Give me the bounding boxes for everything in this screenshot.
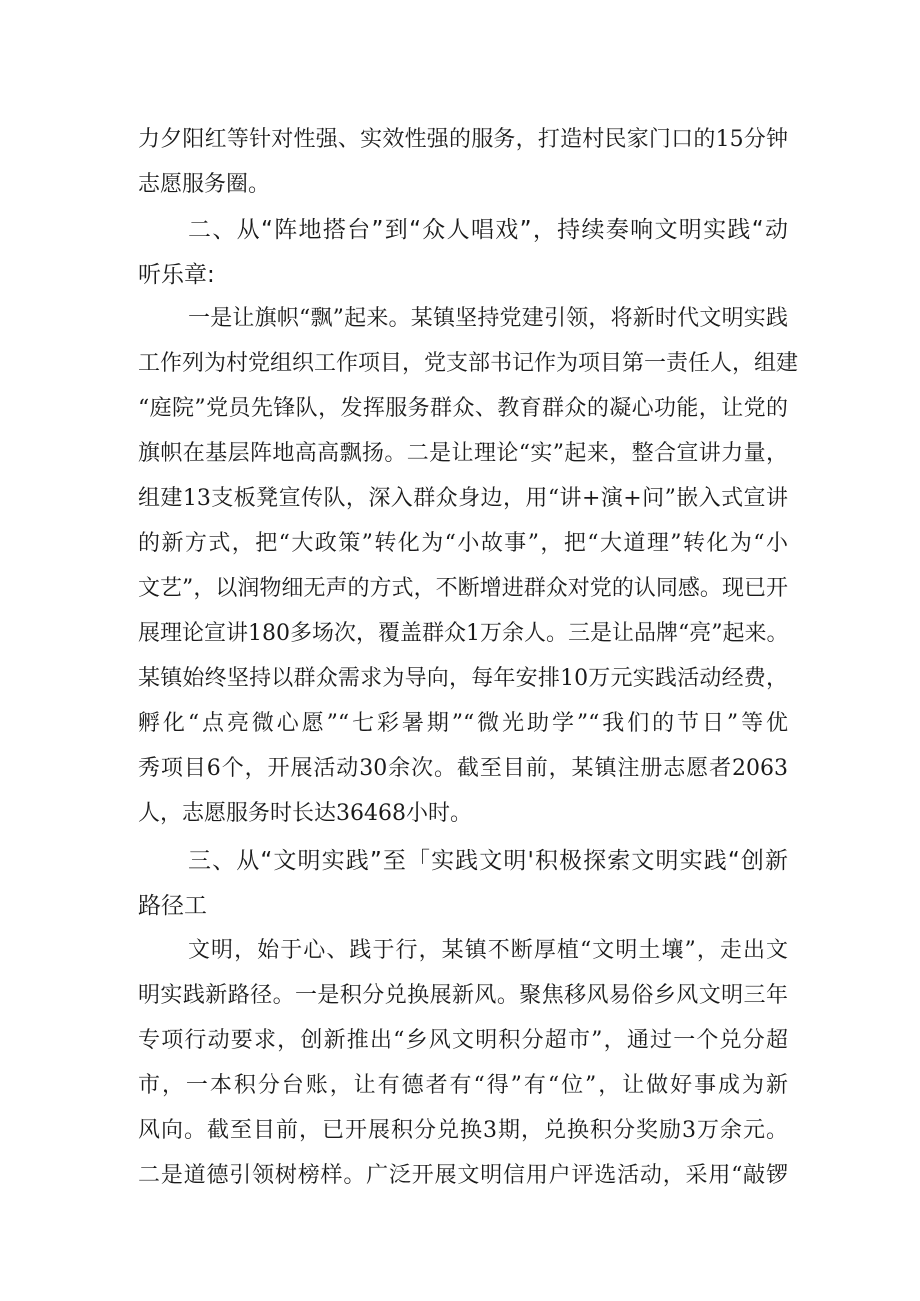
body-line: 组建13支板凳宣传队，深入群众身边，用“讲+演+问”嵌入式宣讲: [138, 486, 788, 511]
body-line: 力夕阳红等针对性强、实效性强的服务，打造村民家门口的15分钟: [138, 127, 788, 152]
body-line: 的新方式，把“大政策”转化为“小故事”，把“大道理”转化为“小: [138, 531, 788, 556]
body-line: 人，志愿服务时长达36468小时。: [138, 801, 472, 826]
body-line: 孵化“点亮微心愿”“七彩暑期”“微光助学”“我们的节日”等优: [138, 711, 788, 736]
body-line: 展理论宣讲180多场次，覆盖群众1万余人。三是让品牌“亮”起来。: [138, 621, 789, 646]
section-heading-3-cont: 路径工: [138, 893, 207, 919]
body-line: “庭院”党员先锋队，发挥服务群众、教育群众的凝心功能，让党的: [138, 396, 788, 421]
section-heading-3: 三、从“文明实践”至「实践文明'积极探索文明实践“创新: [188, 848, 788, 874]
body-line: 二是道德引领树榜样。广泛开展文明信用户评选活动，采用“敲锣: [138, 1163, 788, 1188]
body-line: 专项行动要求，创新推出“乡风文明积分超市”，通过一个兑分超: [138, 1028, 788, 1053]
section-heading-2: 二、从“阵地搭台”到“众人唱戏”，持续奏响文明实践“动: [188, 217, 788, 243]
body-line: 志愿服务圈。: [138, 172, 271, 197]
body-line: 秀项目6个，开展活动30余次。截至目前，某镇注册志愿者2063: [138, 756, 788, 781]
body-line: 市，一本积分台账，让有德者有“得”有“位”，让做好事成为新: [138, 1073, 788, 1098]
body-line: 某镇始终坚持以群众需求为导向，每年安排10万元实践活动经费，: [138, 666, 788, 691]
section-heading-2-cont: 听乐章:: [138, 262, 215, 288]
body-line: 明实践新路径。一是积分兑换展新风。聚焦移风易俗乡风文明三年: [138, 983, 788, 1008]
body-line: 文艺”，以润物细无声的方式，不断增进群众对党的认同感。现已开: [138, 576, 788, 601]
body-line: 文明，始于心、践于行，某镇不断厚植“文明土壤”，走出文: [188, 938, 788, 963]
body-line: 一是让旗帜“飘”起来。某镇坚持党建引领，将新时代文明实践: [188, 306, 788, 331]
body-line: 旗帜在基层阵地高高飘扬。二是让理论“实”起来，整合宣讲力量，: [138, 441, 788, 466]
body-line: 工作列为村党组织工作项目，党支部书记作为项目第一责任人，组建: [138, 351, 799, 376]
body-line: 风向。截至目前，已开展积分兑换3期，兑换积分奖励3万余元。: [138, 1118, 788, 1143]
